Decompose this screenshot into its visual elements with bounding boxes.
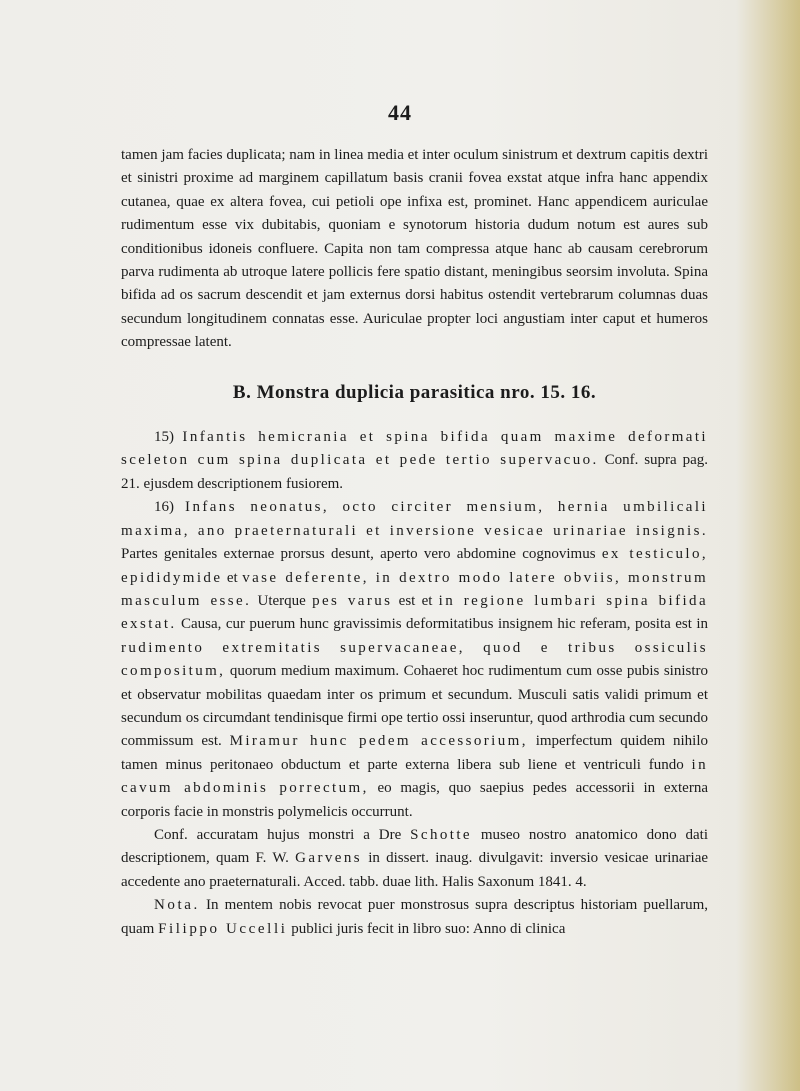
item-16-emph: rudimento extremitatis supervacaneae, quod e tribus ossiculis compositum, [121,639,708,680]
author-name: Filippo Uccelli [158,920,288,937]
item-16-text: Uterque [257,592,306,609]
item-16-text: Causa, cur puerum hunc gravissimis deformitatibus insignem hic referam, posita est in [180,616,708,633]
conf-text: museo nostro anatomico dono dati descriptionem, quam F. W. [121,826,709,867]
item-16-number: 16) [154,499,174,516]
body-text [121,144,708,941]
item-16-emph: in cavum abdominis porrectum, [121,756,708,797]
conf-text: in dissert. inaug. divulgavit: inversio vesicae urinariae accedente ano praeternaturali. Acced. tabb. duae lith. Halis Saxonum 1841. 4. [121,850,709,890]
item-16-text: quorum medium maximum. Cohaeret hoc rudimentum cum osse pubis sinistro et observatur mobilitas quaedam inter os primum et secundum. Musculi satis validi primum et secundum os circumdant tendinisque firmi ope tertio ossi inseruntur, quod arthrodia cum secundo commissum est. [121,663,709,750]
conf-text: Conf. accuratam hujus monstri a Dre [154,826,402,843]
section-heading: B. Monstra duplicia parasitica nro. 15. 16. [232,381,597,403]
author-name: Garvens [295,850,362,867]
item-16-text: imperfectum quidem nihilo tamen minus peritonaeo obductum et parte externa libera sub liene et ventriculi fundo [121,733,709,773]
author-name: Schotte [410,826,472,843]
item-15-title: Infantis hemicrania et spina bifida quam maxime deformati sceleton cum spina duplicata et pede tertio supervacuo. [121,429,708,469]
nota-paragraph [121,894,708,941]
item-15-number: 15) [154,429,174,446]
item-16-text: est et [398,592,433,609]
nota-label: Nota. [154,897,200,914]
page-number: 44 [388,100,412,125]
item-16-text: et [226,569,238,586]
item-15-text: Conf. supra pag. 21. ejusdem descriptionem fusiorem. [121,452,709,492]
item-15 [121,426,708,496]
item-16-text: eo magis, quo saepius pedes accessorii in externa corporis facie in monstris polymelicis occurrunt. [121,780,708,820]
item-16-emph: Miramur hunc pedem accessorium, [229,733,528,750]
nota-text: In mentem nobis revocat puer monstrosus supra descriptus historiam puellarum, quam [121,897,708,937]
item-16-emph: pes varus [312,592,393,609]
paragraph-intro: tamen jam facies duplicata; nam in linea media et inter oculum sinistrum et dextrum capitis dextri et sinistri proxime ad marginem capillatum basis cranii fovea exstat atque infra hanc appendix cutanea, quae ex altera fovea, cui petioli ope infixa est, prominet. Hanc appendicem auriculae rudimentum esse vix dubitabis, quoniam e synotorum historia dudum notum est aures sub conditionibus idoneis confluere. Capita non tam compressa atque hanc ab causam cerebrorum parva rudimenta ab utroque latere pollicis fere spatio distant, meningibus seorsim involuta. Spina bifida ad os sacrum descendit et jam externus dorsi habitus ostendit vertebrarum columnas duas secundum longitudinem connatas esse. Auriculae propter loci angustiam inter caput et humeros compressae latent. [121,147,708,351]
item-16-emph: ex testiculo, epididymide [121,546,709,586]
nota-text: publici juris fecit in libro suo: Anno di clinica [291,920,566,937]
item-16-emph: vase deferente, in dextro modo latere obviis, monstrum masculum esse. [121,569,709,609]
item-16-text: Partes genitales externae prorsus desunt, aperto vero abdomine cognovimus [121,546,596,563]
conf-paragraph [121,824,708,894]
item-16-title: Infans neonatus, octo circiter mensium, hernia umbilicali maxima, ano praeternaturali et inversione vesicae urinariae insignis. [121,499,708,539]
item-16 [121,496,708,824]
item-16-emph: in regione lumbari spina bifida exstat. [121,592,709,633]
